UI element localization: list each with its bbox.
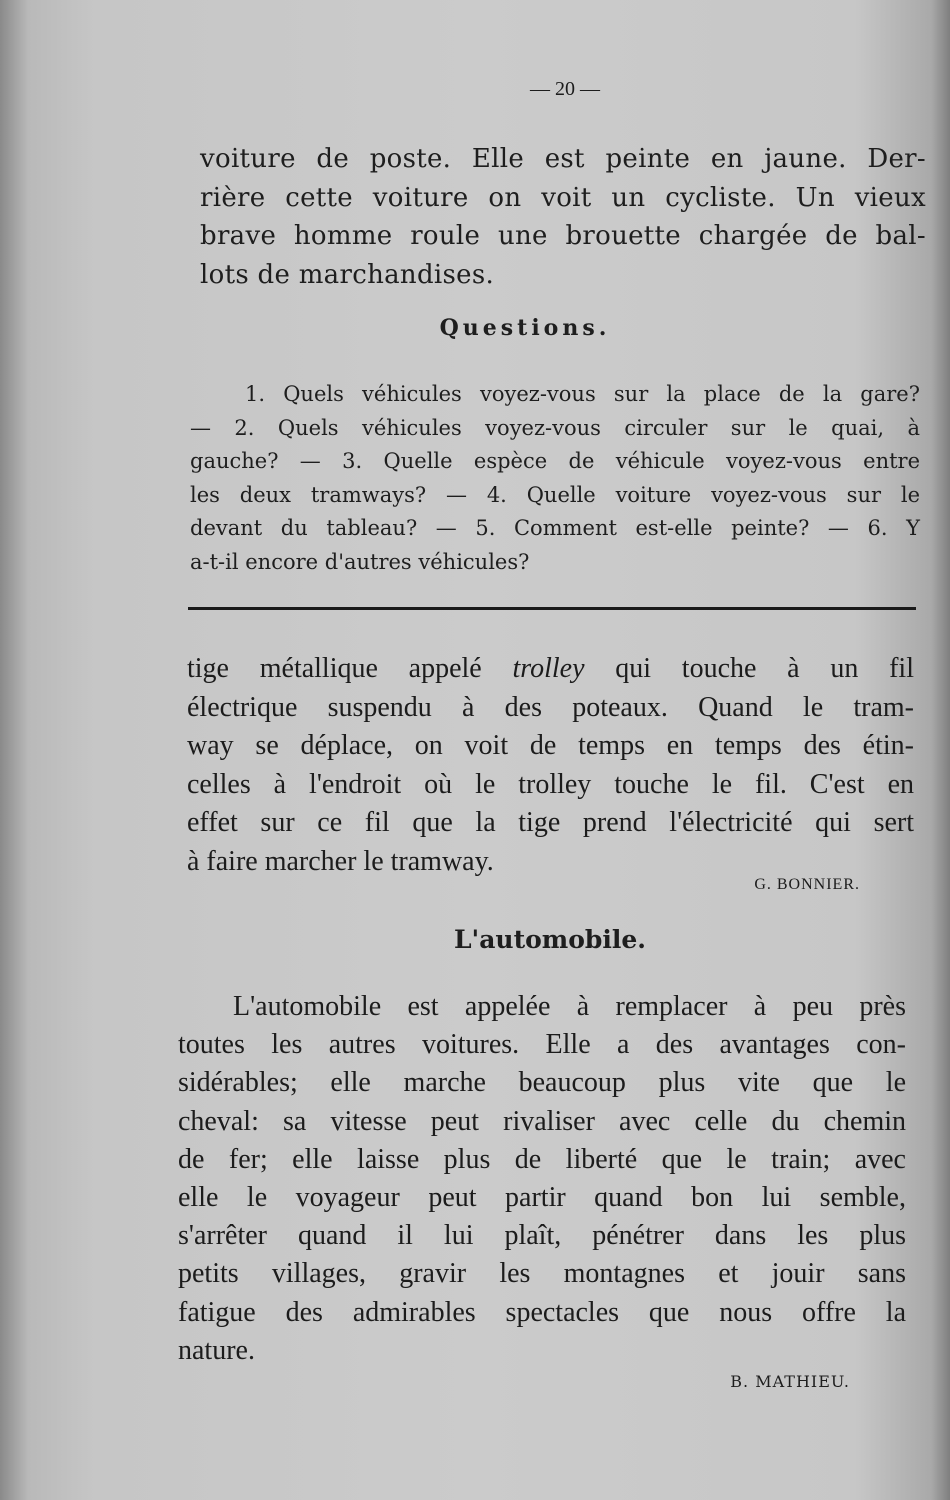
text-line: cheval: sa vitesse peut rivaliser avec celle du chemin	[178, 1105, 906, 1137]
trolley-paragraph	[187, 650, 914, 881]
text-line: nature.	[178, 1334, 255, 1366]
text-line: de fer; elle laisse plus de liberté que le train; avec	[178, 1143, 906, 1175]
text-line: elle le voyageur peut partir quand bon lui semble,	[178, 1182, 906, 1214]
question-line: les deux tramways? — 4. Quelle voiture voyez-vous sur le	[190, 482, 920, 507]
article-title: L'automobile.	[453, 925, 647, 954]
text-line: way se déplace, on voit de temps en temps des étin-	[187, 730, 914, 761]
question-line: 1. Quels véhicules voyez-vous sur la place de la gare?	[245, 382, 920, 406]
text-line: s'arrêter quand il lui plaît, pénétrer dans les plus	[178, 1220, 906, 1252]
page-number: — 20 —	[530, 78, 600, 100]
question-line: a-t-il encore d'autres véhicules?	[190, 549, 530, 574]
section-divider	[188, 607, 916, 610]
text-line: sidérables; elle marche beaucoup plus vite que le	[178, 1067, 906, 1099]
text-line: celles à l'endroit où le trolley touche le fil. C'est en	[187, 768, 914, 800]
text-line: électrique suspendu à des poteaux. Quand le tram-	[187, 691, 914, 723]
text-fragment: tige métallique appelé	[187, 653, 513, 684]
text-line: L'automobile est appelée à remplacer à peu près	[233, 991, 906, 1022]
questions-heading: Questions.	[439, 315, 611, 341]
text-line: fatigue des admirables spectacles que nous offre la	[178, 1296, 906, 1328]
question-line: gauche? — 3. Quelle espèce de véhicule voyez-vous entre	[190, 449, 920, 473]
question-line: devant du tableau? — 5. Comment est-elle peinte? — 6. Y	[190, 516, 920, 540]
trolley-term: trolley	[512, 653, 585, 684]
text-line: lots de marchandises.	[200, 259, 495, 290]
text-line: voiture de poste. Elle est peinte en jaune. Der-	[200, 144, 926, 174]
paragraph-continuation	[200, 140, 926, 294]
text-fragment: qui touche à un fil	[584, 653, 914, 684]
question-line: — 2. Quels véhicules voyez-vous circuler sur le quai, à	[190, 415, 920, 440]
text-line	[187, 650, 914, 689]
text-line: brave homme roule une brouette chargée de bal-	[200, 221, 926, 251]
text-line: toutes les autres voitures. Elle a des avantages con-	[178, 1029, 906, 1061]
text-line: à faire marcher le tramway.	[187, 845, 494, 877]
questions-list	[190, 378, 920, 579]
author-signature: G. BONNIER.	[754, 876, 860, 893]
text-line: rière cette voiture on voit un cycliste. Un vieux	[200, 182, 926, 213]
author-signature: B. MATHIEU.	[730, 1372, 850, 1391]
automobile-paragraph	[178, 988, 906, 1370]
text-line: petits villages, gravir les montagnes et jouir sans	[178, 1258, 906, 1290]
text-line: effet sur ce fil que la tige prend l'électricité qui sert	[187, 807, 914, 838]
